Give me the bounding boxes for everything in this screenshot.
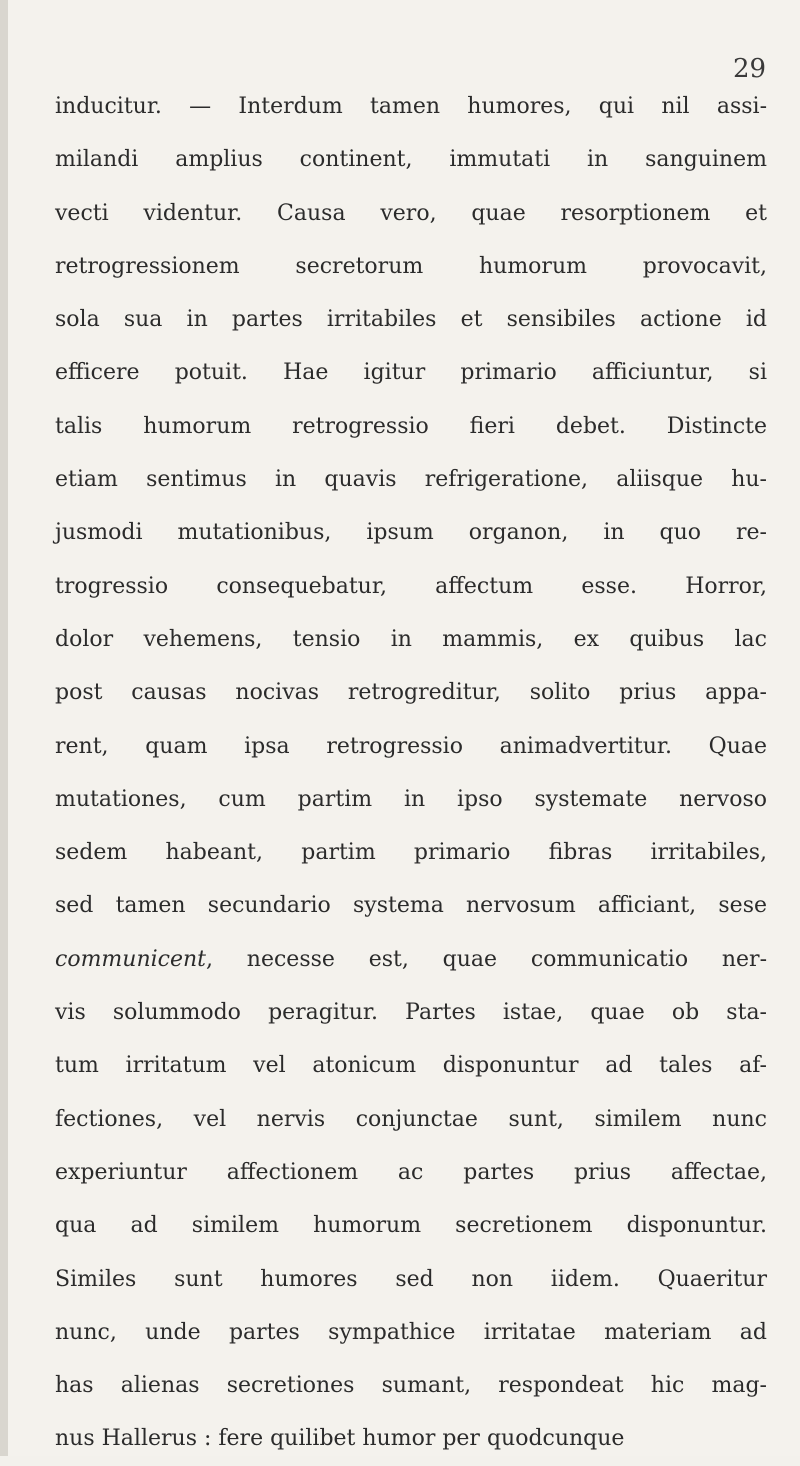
text-line: sedem habeant, partim primario fibras irritabiles, [55,840,767,866]
text-line: qua ad similem humorum secretionem disponuntur. [55,1213,767,1239]
text-line: etiam sentimus in quavis refrigeratione, aliisque hu- [55,467,767,493]
text-line: tum irritatum vel atonicum disponuntur ad tales af- [55,1053,767,1079]
text-line: sola sua in partes irritabiles et sensibiles actione id [55,307,767,333]
text-line: Similes sunt humores sed non iidem. Quaeritur [55,1266,767,1292]
text-line: mutationes, cum partim in ipso systemate nervoso [55,786,767,812]
text-line: efficere potuit. Hae igitur primario afficiuntur, si [55,360,767,386]
text-line: nus Hallerus : fere quilibet humor per quodcunque [55,1426,625,1452]
page-number: 29 [733,54,767,84]
text-line: post causas nocivas retrogreditur, solito prius appa- [55,680,767,706]
text-line: inducitur. — Interdum tamen humores, qui nil assi- [55,94,767,119]
text-line: milandi amplius continent, immutati in sanguinem [55,147,767,173]
text-line: rent, quam ipsa retrogressio animadvertitur. Quae [55,733,767,759]
page-gutter [0,0,8,1456]
text-line: retrogressionem secretorum humorum provocavit, [55,253,767,279]
text-line: has alienas secretiones sumant, respondeat hic mag- [55,1373,767,1399]
text-line: sed tamen secundario systema nervosum afficiant, sese [55,893,767,919]
body-text [55,80,767,1466]
text-line: talis humorum retrogressio fieri debet. Distincte [55,413,767,439]
italic-word: communicent [55,946,207,972]
text-line: vis solummodo peragitur. Partes istae, quae ob sta- [55,1000,767,1026]
text-line: nunc, unde partes sympathice irritatae materiam ad [55,1319,767,1345]
text-line: jusmodi mutationibus, ipsum organon, in quo re- [55,520,767,546]
text-line: trogressio consequebatur, affectum esse. Horror, [55,573,767,599]
line-remainder: , necesse est, quae communicatio ner- [206,946,767,972]
text-line: experiuntur affectionem ac partes prius affectae, [55,1159,767,1185]
text-line: dolor vehemens, tensio in mammis, ex quibus lac [55,626,767,652]
text-line: vecti videntur. Causa vero, quae resorptionem et [55,200,767,226]
text-line: fectiones, vel nervis conjunctae sunt, similem nunc [55,1106,767,1132]
text-line-italic [55,933,767,986]
